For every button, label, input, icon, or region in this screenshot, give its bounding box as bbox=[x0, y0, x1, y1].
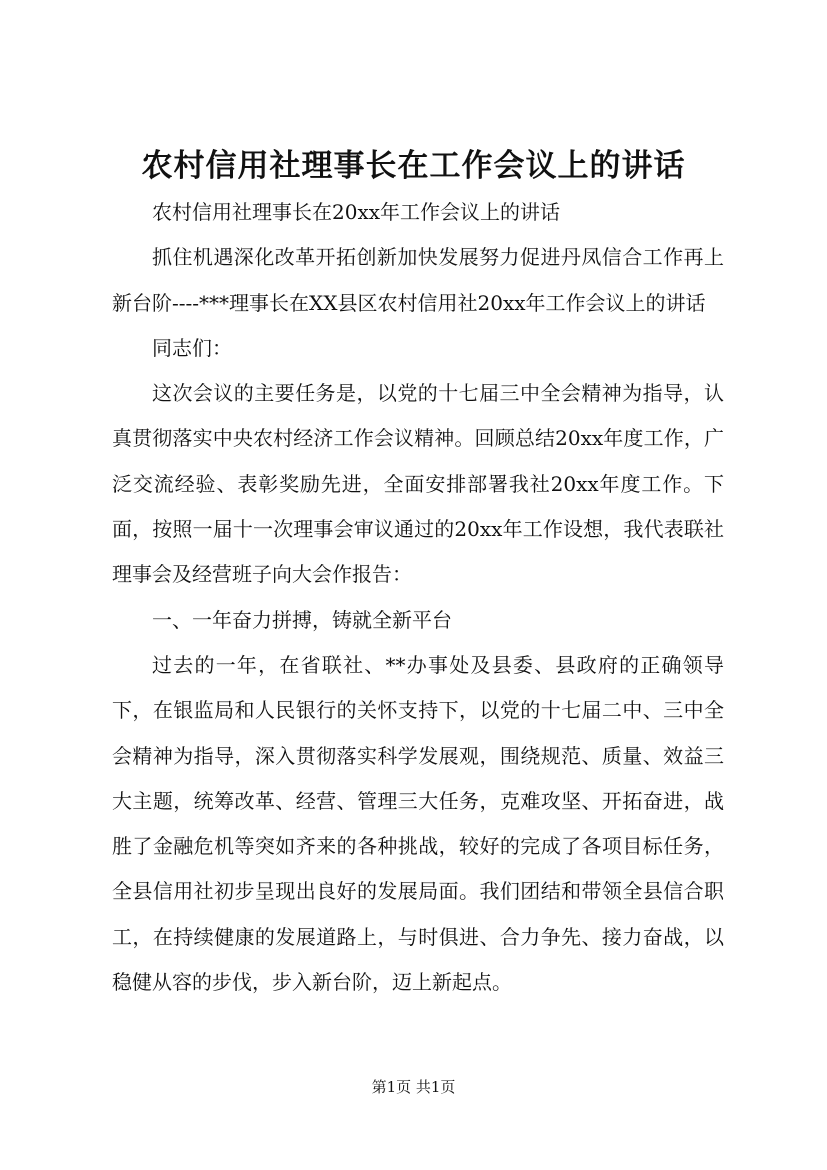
paragraph-section-heading: 一、一年奋力拼搏，铸就全新平台 bbox=[152, 607, 452, 632]
paragraph-heading-theme: 抓住机遇深化改革开拓创新加快发展努力促进丹凤信合工作再上新台阶----***理事长在XX县区农村信用社20xx年工作会议上的讲话 bbox=[112, 245, 724, 315]
paragraph-salutation: 同志们： bbox=[152, 335, 232, 360]
document-body bbox=[112, 190, 724, 1005]
paragraph-meeting-task: 这次会议的主要任务是，以党的十七届三中全会精神为指导，认真贯彻落实中央农村经济工作会议精神。回顾总结20xx年度工作，广泛交流经验、表彰奖励先进，全面安排部署我社20xx年度工作。下面，按照一届十一次理事会审议通过的20xx年工作设想，我代表联社理事会及经营班子向大会作报告： bbox=[112, 381, 724, 587]
paragraph-subtitle: 农村信用社理事长在20xx年工作会议上的讲话 bbox=[152, 200, 561, 224]
page-footer: 第1页 共1页 bbox=[371, 1078, 456, 1096]
document-title: 农村信用社理事长在工作会议上的讲话 bbox=[141, 148, 686, 184]
paragraph-review: 过去的一年，在省联社、**办事处及县委、县政府的正确领导下，在银监局和人民银行的关怀支持下，以党的十七届二中、三中全会精神为指导，深入贯彻落实科学发展观，围绕规范、质量、效益三大主题，统筹改革、经营、管理三大任务，克难攻坚、开拓奋进，战胜了金融危机等突如齐来的各种挑战，较好的完成了各项目标任务，全县信用社初步呈现出良好的发展局面。我们团结和带领全县信合职工，在持续健康的发展道路上，与时俱进、合力争先、接力奋战，以稳健从容的步伐，步入新台阶，迈上新起点。 bbox=[112, 652, 724, 995]
